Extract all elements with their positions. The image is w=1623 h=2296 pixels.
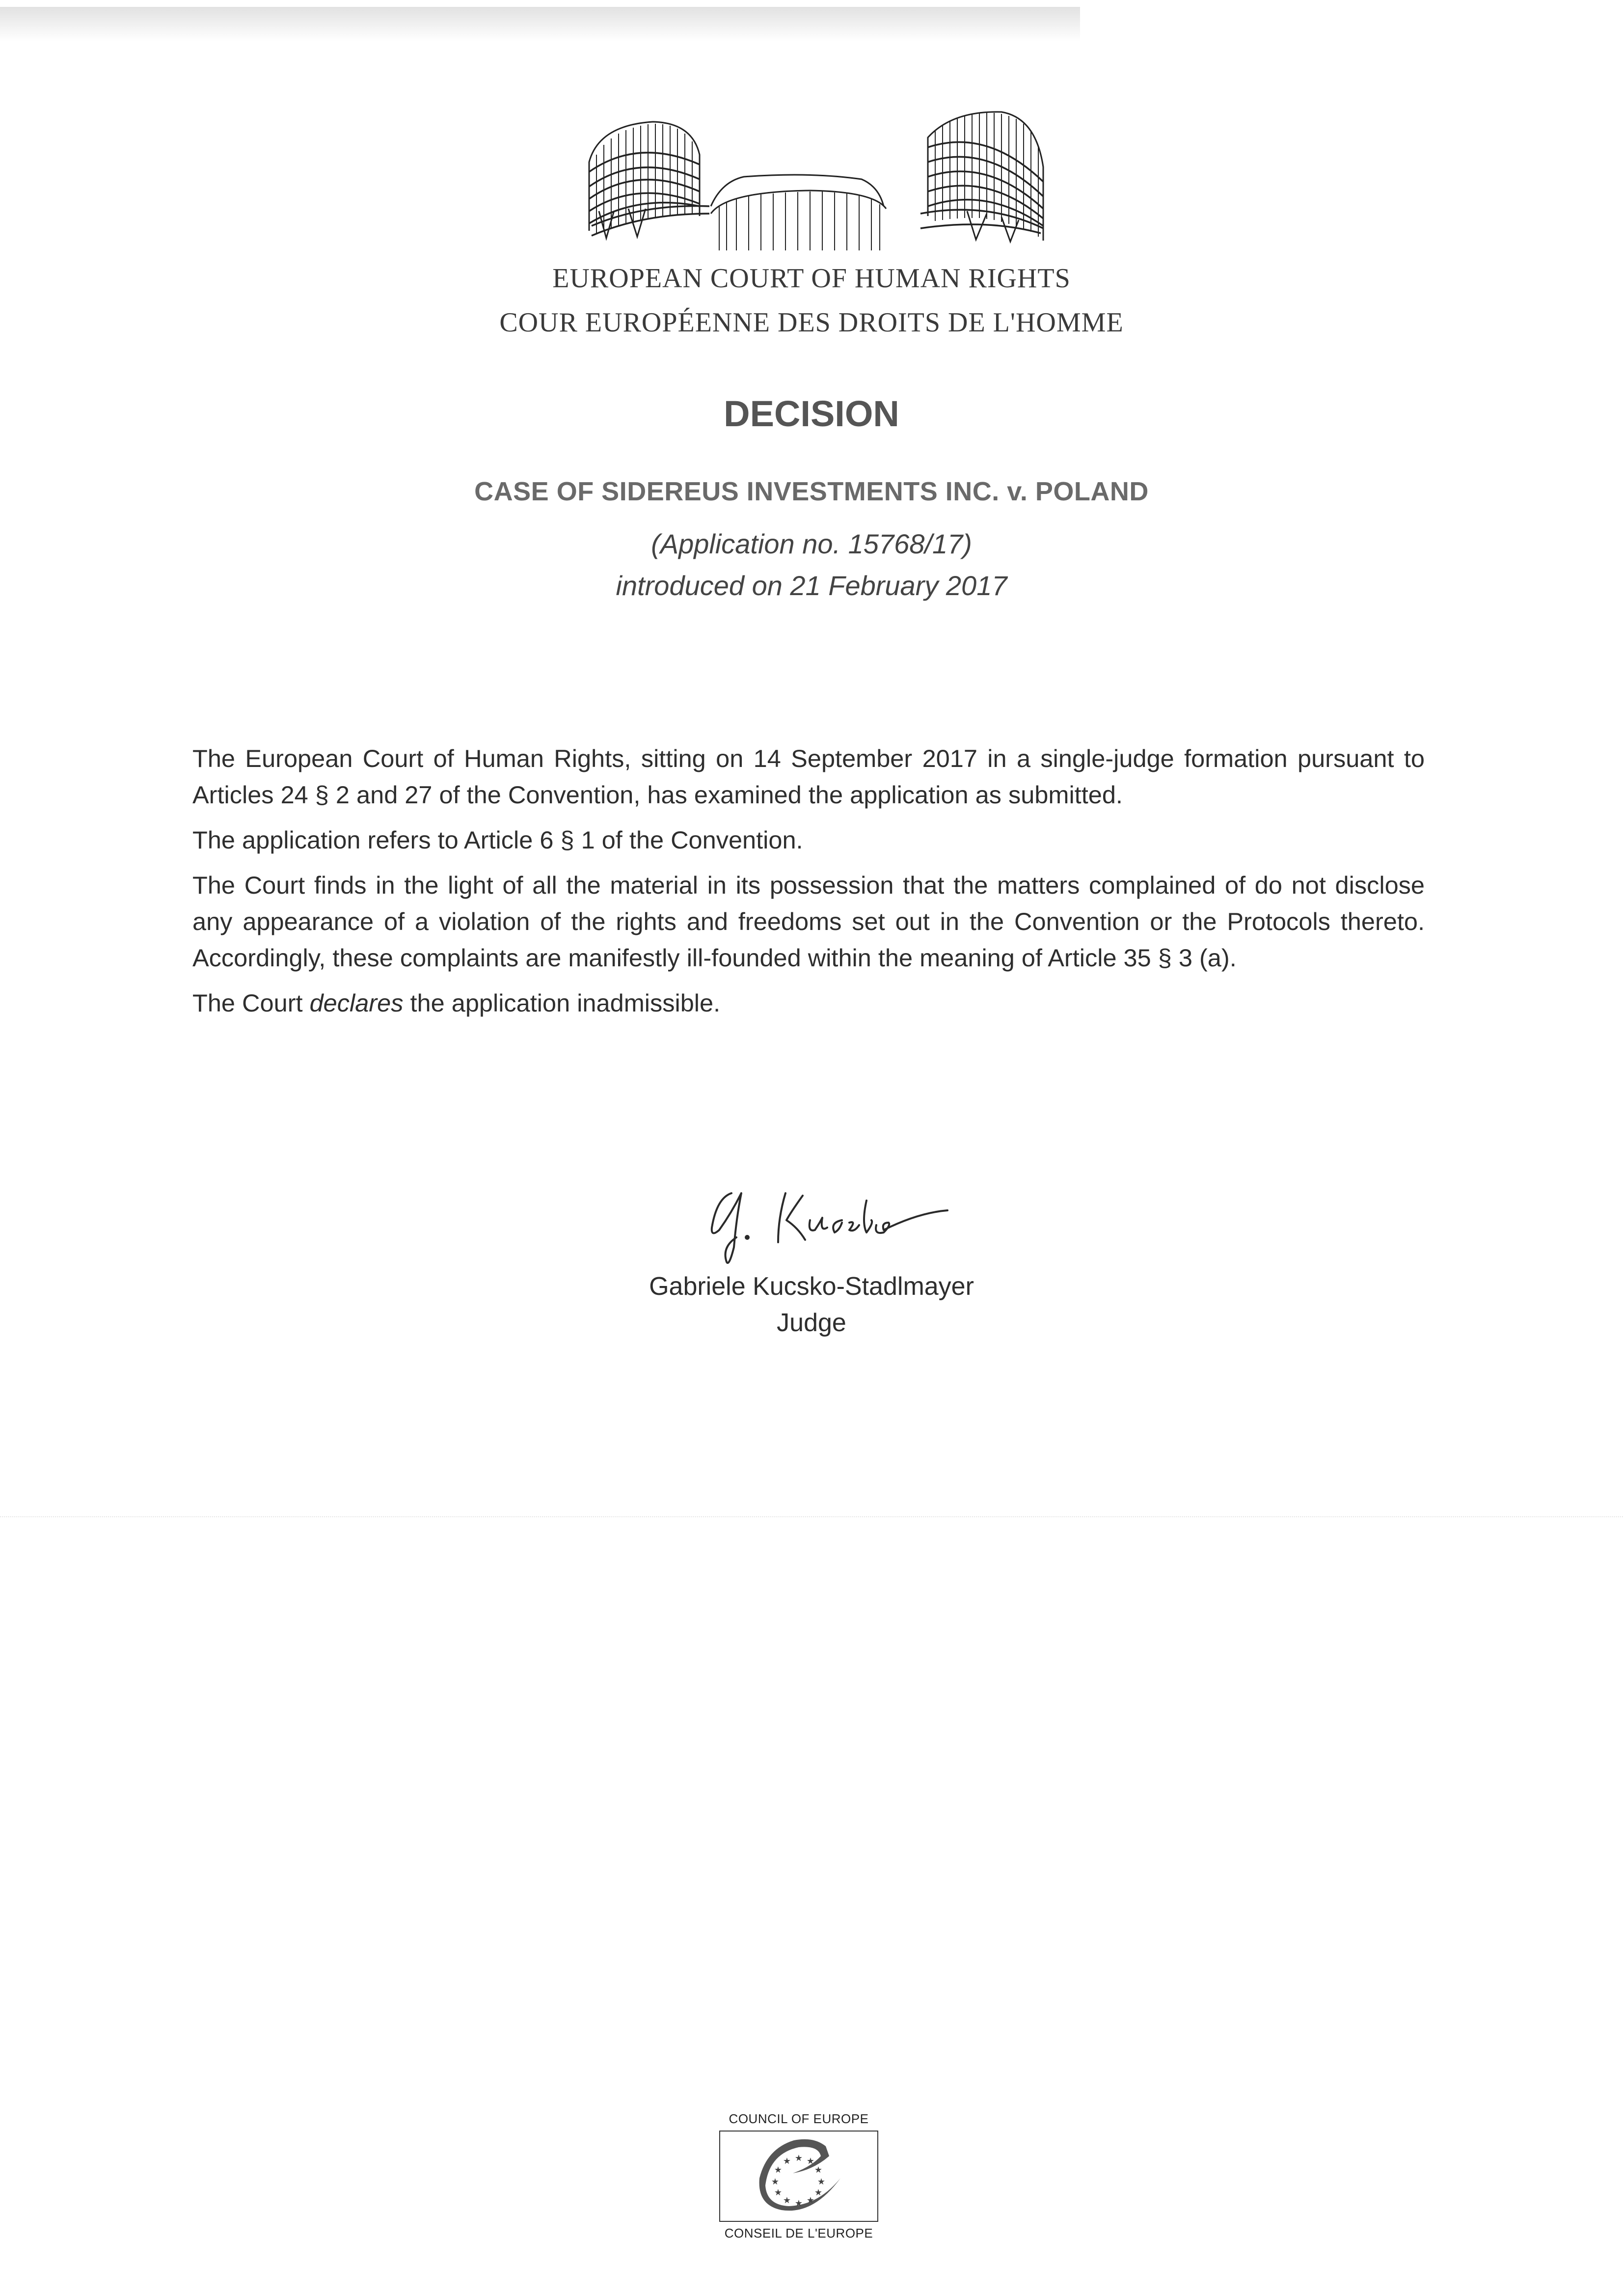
- svg-text:★: ★: [783, 2156, 791, 2166]
- paragraph-conclusion: [192, 985, 1425, 1021]
- scan-artifact-line: [0, 1516, 1623, 1517]
- coe-label-french: CONSEIL DE L'EUROPE: [724, 2226, 873, 2241]
- svg-text:★: ★: [774, 2165, 783, 2175]
- council-of-europe-logo: [718, 2111, 880, 2241]
- svg-text:★: ★: [771, 2177, 780, 2187]
- svg-text:★: ★: [794, 2153, 803, 2163]
- decision-body: [192, 740, 1425, 1030]
- conclusion-after: the application inadmissible.: [403, 989, 721, 1017]
- court-name-french: COUR EUROPÉENNE DES DROITS DE L'HOMME: [499, 307, 1124, 338]
- svg-text:★: ★: [774, 2187, 783, 2198]
- judge-title: Judge: [777, 1309, 846, 1337]
- handwritten-signature: [673, 1174, 967, 1272]
- introduced-date: introduced on 21 February 2017: [616, 570, 1007, 601]
- svg-text:★: ★: [814, 2187, 823, 2198]
- paragraph-formation: The European Court of Human Rights, sitting on 14 September 2017 in a single-judge formation pursuant to Articles 24 § 2 and 27 of the Convention, has examined the application as submitted.: [192, 744, 1425, 809]
- conclusion-emphasis: declares: [309, 989, 404, 1017]
- svg-text:★: ★: [806, 2195, 815, 2206]
- judge-name: Gabriele Kucsko-Stadlmayer: [649, 1272, 974, 1301]
- svg-text:★: ★: [794, 2198, 803, 2209]
- case-title: CASE OF SIDEREUS INVESTMENTS INC. v. POLAND: [474, 477, 1149, 506]
- application-number: (Application no. 15768/17): [651, 528, 972, 559]
- svg-text:★: ★: [814, 2165, 823, 2175]
- coe-label-english: COUNCIL OF EUROPE: [729, 2111, 869, 2126]
- paragraph-findings: The Court finds in the light of all the material in its possession that the matters complained of do not disclose any appearance of a violation of the rights and freedoms set out in the Convention or the Protocols thereto. Accordingly, these complaints are manifestly ill-founded within the meaning of Article 35 § 3 (a).: [192, 871, 1425, 972]
- document-type-heading: DECISION: [724, 393, 899, 434]
- court-name-english: EUROPEAN COURT OF HUMAN RIGHTS: [552, 263, 1071, 294]
- svg-text:★: ★: [817, 2177, 826, 2187]
- conclusion-before: The Court: [192, 989, 310, 1017]
- paragraph-article-reference: The application refers to Article 6 § 1 of the Convention.: [192, 826, 803, 854]
- svg-text:★: ★: [806, 2156, 815, 2166]
- court-building-logo: [579, 108, 1046, 250]
- coe-emblem-box: [719, 2131, 878, 2222]
- scan-shadow: [0, 7, 1080, 41]
- coe-emblem-icon: [720, 2132, 877, 2221]
- svg-text:★: ★: [783, 2195, 791, 2206]
